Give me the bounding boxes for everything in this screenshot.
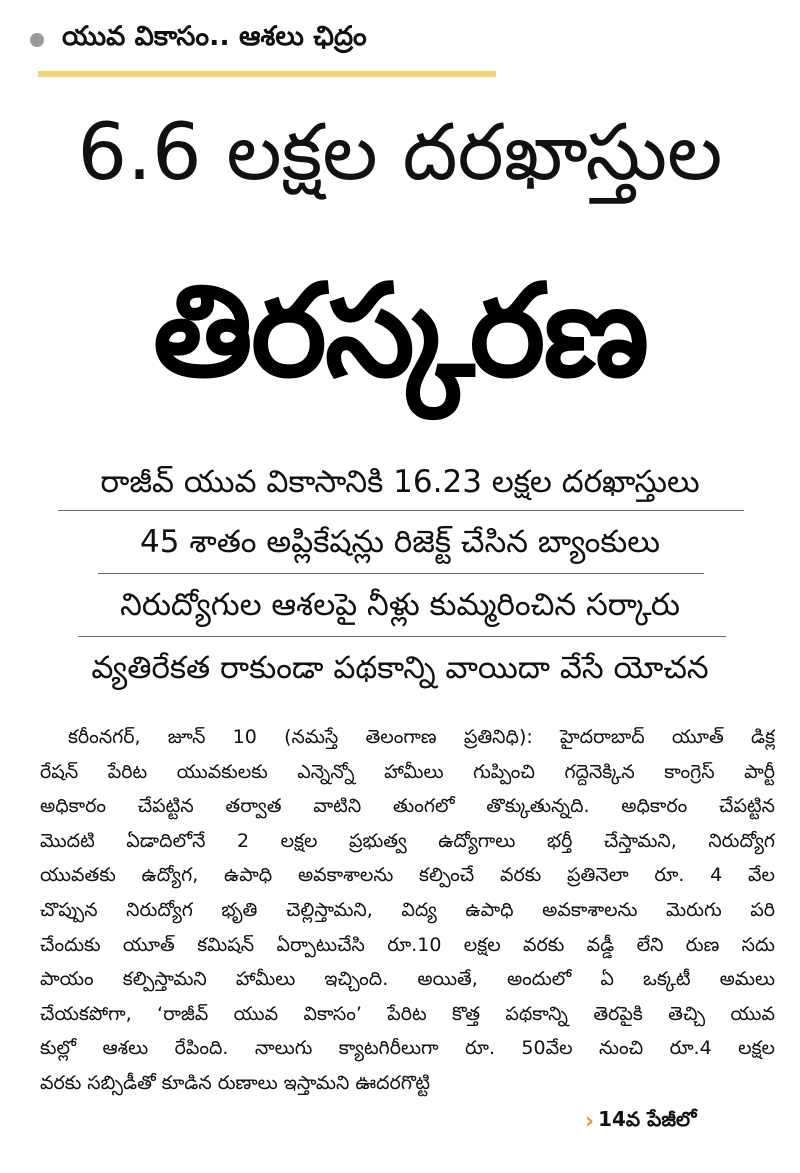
headline-line-2: తిరస్కరణ (152, 257, 648, 406)
body-line: చొప్పున నిరుద్యోగ భృతి చెల్లిస్తామని, విద్య ఉపాధి అవకాశాలను మెరుగు పరి (40, 898, 775, 921)
kicker-underline (38, 71, 496, 77)
section-kicker (30, 18, 367, 62)
body-line: రేషన్ పేరిట యువకులకు ఎన్నెన్నో హామీలు గుప్పించి గద్దెనెక్కిన కాంగ్రెస్ పార్టీ (40, 760, 775, 783)
deck-line-4: వ్యతిరేకత రాకుండా పథకాన్ని వాయిదా వేసే యోచన (91, 650, 709, 686)
body-line: కుల్లో ఆశలు రేపింది. నాలుగు క్యాటగిరీలుగా రూ. 50వేల నుంచి రూ.4 లక్షల (40, 1037, 775, 1060)
jump-label: 14వ పేజీలో (598, 1106, 697, 1131)
chevron-right-icon: › (585, 1108, 595, 1134)
deck-line-1: రాజీవ్ యువ వికాసానికి 16.23 లక్షల దరఖాస్తులు (100, 464, 700, 500)
body-line: యువతకు ఉద్యోగ, ఉపాధి అవకాశాలను కల్పించే వరకు ప్రతినెలా రూ. 4 వేల (40, 864, 775, 887)
body-line: కరీంనగర్, జూన్ 10 (నమస్తే తెలంగాణ ప్రతినిధి): హైదరాబాద్ యూత్ డిక్ల (68, 726, 775, 748)
body-line: చేయకపోగా, ‘రాజీవ్ యువ వికాసం’ పేరిట కొత్త పథకాన్ని తెరపైకి తెచ్చి యువ (40, 1002, 775, 1025)
body-line: చేందుకు యూత్ కమిషన్ ఏర్పాటుచేసి రూ.10 లక్షల వరకు వడ్డీ లేని రుణ సదు (40, 933, 775, 956)
deck-divider-1 (58, 510, 744, 511)
headline-line-1: 6.6 లక్షల దరఖాస్తుల (77, 108, 723, 198)
body-line: అధికారం చేపట్టిన తర్వాత వాటిని తుంగలో తొక్కుతున్నది. అధికారం చేపట్టిన (40, 795, 775, 818)
bullet-icon (30, 33, 44, 47)
deck-divider-3 (78, 636, 726, 637)
body-line: వరకు సబ్సిడీతో కూడిన రుణాలు ఇస్తామని ఊదరగొట్టి (40, 1071, 431, 1094)
body-line: మొదటి ఏడాదిలోనే 2 లక్షల ప్రభుత్వ ఉద్యోగాలు భర్తీ చేస్తామని, నిరుద్యోగ (40, 829, 775, 852)
deck-line-2: 45 శాతం అప్లికేషన్లు రిజెక్ట్ చేసిన బ్యాంకులు (140, 524, 660, 560)
deck-divider-2 (98, 573, 704, 574)
kicker-label: యువ వికాసం.. ఆశలు ఛిద్రం (62, 21, 367, 52)
deck-line-3: నిరుద్యోగుల ఆశలపై నీళ్లు కుమ్మరించిన సర్కారు (120, 587, 680, 623)
article-body (40, 720, 775, 1101)
continued-on-page[interactable] (585, 1104, 697, 1138)
body-line: పాయం కల్పిస్తామని హామీలు ఇచ్చింది. అయితే, అందులో ఏ ఒక్కటీ అమలు (40, 968, 775, 991)
